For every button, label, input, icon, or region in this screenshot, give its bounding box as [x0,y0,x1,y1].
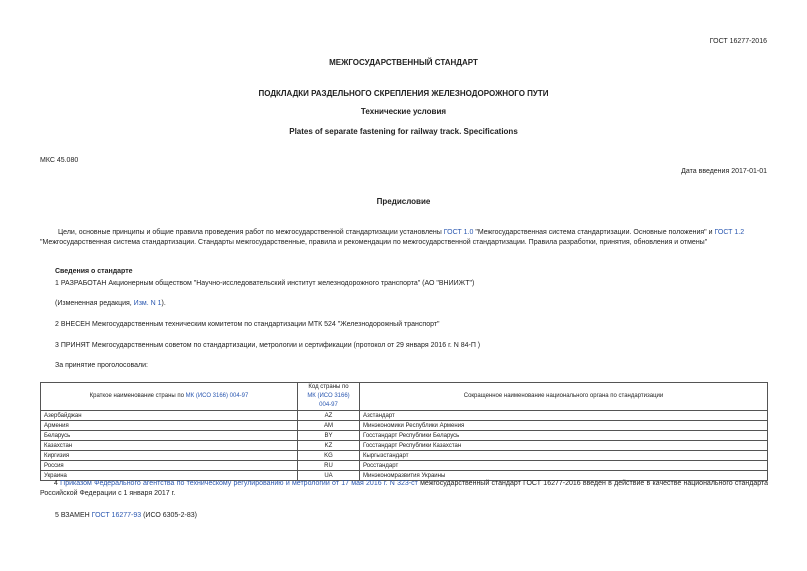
cell-code: AZ [298,411,360,421]
cell-code: KZ [298,441,360,451]
standard-type-title: МЕЖГОСУДАРСТВЕННЫЙ СТАНДАРТ [329,58,478,67]
cell-country: Беларусь [41,431,298,441]
amendment-text-post: ). [161,300,166,307]
table-row [41,431,768,441]
table-row [41,441,768,451]
voted-label: За принятие проголосовали: [55,362,148,369]
link-gost-16277-93[interactable]: ГОСТ 16277-93 [91,512,142,519]
about-item-3-adopted: 3 ПРИНЯТ Межгосударственным советом по стандартизации, метрологии и сертификации (протокол от 29 января 2016 г. N 84-П ) [55,342,481,349]
link-gost-1-0[interactable]: ГОСТ 1.0 [443,229,474,236]
introduction-date: Дата введения 2017-01-01 [681,168,767,175]
voting-states-table [40,382,768,481]
link-mk-iso-3166-col2[interactable]: МК (ИСО 3166) 004-97 [307,393,350,408]
cell-body: Росстандарт [360,461,768,471]
about-item-5-replaces [55,511,768,521]
document-main-title: ПОДКЛАДКИ РАЗДЕЛЬНОГО СКРЕПЛЕНИЯ ЖЕЛЕЗНОДОРОЖНОГО ПУТИ [258,89,549,98]
header-country-text: Краткое наименование страны по [89,393,186,399]
link-gost-1-2[interactable]: ГОСТ 1.2 [714,229,745,236]
cell-country: Украина [41,471,298,481]
cell-body: Минэкономразвития Украины [360,471,768,481]
header-national-body: Сокращенное наименование национального органа по стандартизации [360,383,768,411]
preface-intro-paragraph [40,228,768,248]
preface-intro-text-1: Цели, основные принципы и общие правила проведения работ по межгосударственной стандартизации установлены [58,229,444,236]
item5-text-pre: 5 ВЗАМЕН [55,512,92,519]
item4-text-post: межгосударственный стандарт ГОСТ 16277-2016 введен в действие в качестве национального стандарта Российской Федерации с 1 января 2017 г. [40,480,769,497]
table-row [41,421,768,431]
header-country-name [41,383,298,411]
cell-code: BY [298,431,360,441]
cell-code: UA [298,471,360,481]
document-subtitle: Технические условия [360,107,447,116]
about-item-2-submitted: 2 ВНЕСЕН Межгосударственным техническим комитетом по стандартизации МТК 524 "Железнодорожный транспорт" [55,321,440,328]
cell-body: Минэкономики Республики Армения [360,421,768,431]
about-item-4-order [40,479,768,499]
cell-body: Кыргызстандарт [360,451,768,461]
document-english-title: Plates of separate fastening for railway track. Specifications [289,127,518,136]
cell-country: Россия [41,461,298,471]
table-row [41,451,768,461]
preface-intro-text-2: "Межгосударственная система стандартизации. Основные положения" и [473,229,715,236]
cell-code: AM [298,421,360,431]
preface-heading: Предисловие [376,197,431,206]
cell-body: Госстандарт Республики Казахстан [360,441,768,451]
cell-code: RU [298,461,360,471]
document-code: ГОСТ 16277-2016 [709,38,767,45]
cell-body: Азстандарт [360,411,768,421]
cell-body: Госстандарт Республики Беларусь [360,431,768,441]
preface-intro-text-3: "Межгосударственная система стандартизации. Стандарты межгосударственные, правила и рекомендации по межгосударственной стандартизации. Правила разработки, принятия, обновления и отмены" [40,239,708,246]
link-rosstandart-order[interactable]: Приказом Федерального агентства по техническому регулированию и метрологии от 17 мая 2016 г. N 323-ст [60,480,418,487]
amendment-text-pre: (Измененная редакция, [55,300,134,307]
header-code-text: Код страны по [308,384,349,390]
table-row [41,461,768,471]
table-row [41,411,768,421]
mks-code: МКС 45.080 [40,157,79,164]
about-standard-heading: Сведения о стандарте [55,268,133,275]
item5-text-post: (ИСО 6305-2-83) [141,512,197,519]
cell-country: Азербайджан [41,411,298,421]
cell-code: KG [298,451,360,461]
header-country-code [298,383,360,411]
amendment-note [55,299,768,309]
cell-country: Киргизия [41,451,298,461]
about-item-1-developed: 1 РАЗРАБОТАН Акционерным обществом "Научно-исследовательский институт железнодорожного транспорта" (АО "ВНИИЖТ") [55,280,475,287]
cell-country: Армения [41,421,298,431]
table-header-row [41,383,768,411]
item4-text-pre: 4 [54,480,61,487]
cell-country: Казахстан [41,441,298,451]
link-amendment-1[interactable]: Изм. N 1 [133,300,162,307]
link-mk-iso-3166-col1[interactable]: МК (ИСО 3166) 004-97 [185,393,249,399]
